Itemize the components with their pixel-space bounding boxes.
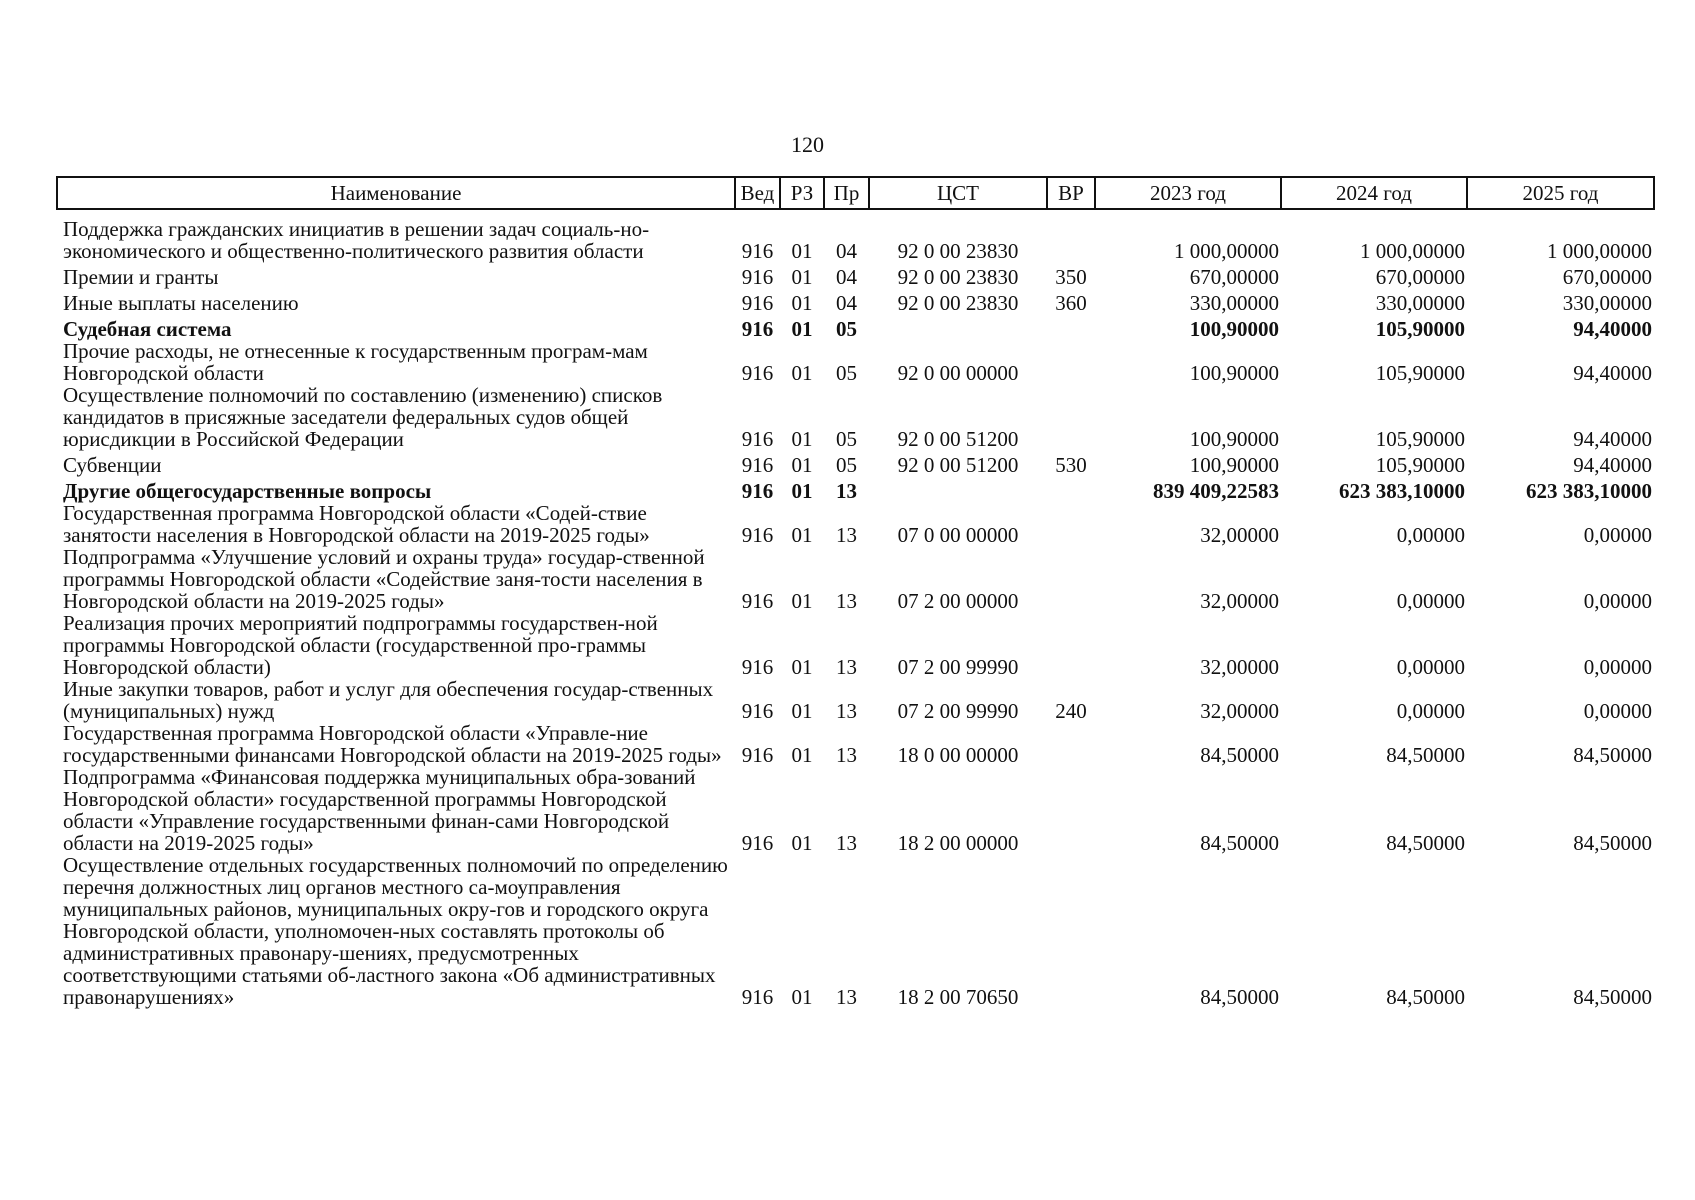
row-value-2024: 0,00000 <box>1396 589 1465 613</box>
header-pr: Пр <box>824 177 869 209</box>
row-ved: 916 <box>741 453 774 477</box>
row-rz: 01 <box>791 479 813 503</box>
row-value-2025: 1 000,00000 <box>1547 239 1652 263</box>
row-value-2023: 32,00000 <box>1200 655 1279 679</box>
table-row <box>57 450 1654 476</box>
row-value-2023: 100,90000 <box>1189 317 1279 341</box>
row-value-2024: 105,90000 <box>1375 361 1465 385</box>
table-row <box>57 854 1654 1008</box>
row-value-2025: 623 383,10000 <box>1526 479 1652 503</box>
row-cst: 92 0 00 00000 <box>897 361 1019 385</box>
table-row <box>57 766 1654 854</box>
row-value-2024: 623 383,10000 <box>1339 479 1465 503</box>
row-ved: 916 <box>741 743 774 767</box>
row-value-2025: 94,40000 <box>1573 317 1652 341</box>
row-cst <box>869 314 1047 340</box>
row-vr: 360 <box>1055 291 1087 315</box>
row-ved: 916 <box>741 239 774 263</box>
table-row <box>57 502 1654 546</box>
table-row <box>57 678 1654 722</box>
row-vr <box>1047 546 1095 612</box>
row-value-2024: 84,50000 <box>1386 743 1465 767</box>
row-value-2024: 330,00000 <box>1375 291 1465 315</box>
row-value-2023: 100,90000 <box>1189 361 1279 385</box>
row-pr: 13 <box>836 589 857 613</box>
row-ved: 916 <box>741 589 774 613</box>
row-value-2023: 100,90000 <box>1189 427 1279 451</box>
row-ved: 916 <box>741 361 774 385</box>
row-value-2024: 670,00000 <box>1375 265 1465 289</box>
header-2025: 2025 год <box>1467 177 1654 209</box>
row-cst: 92 0 00 23830 <box>897 239 1019 263</box>
row-vr <box>1047 340 1095 384</box>
row-name: Государственная программа Новгородской области «Управле-ние государственными финансами Новгородской области на 2019-2025 годы» <box>63 721 722 767</box>
header-vr: ВР <box>1047 177 1095 209</box>
row-ved: 916 <box>741 317 774 341</box>
row-rz: 01 <box>791 743 813 767</box>
table-row <box>57 546 1654 612</box>
row-vr: 530 <box>1055 453 1087 477</box>
row-value-2023: 32,00000 <box>1200 699 1279 723</box>
row-vr <box>1047 502 1095 546</box>
row-vr <box>1047 854 1095 1008</box>
row-cst: 92 0 00 23830 <box>897 291 1019 315</box>
row-name: Реализация прочих мероприятий подпрограммы государствен-ной программы Новгородской области (государственной про-граммы Новгородской области) <box>63 611 658 679</box>
row-value-2023: 330,00000 <box>1189 291 1279 315</box>
row-ved: 916 <box>741 985 774 1009</box>
table-row <box>57 314 1654 340</box>
row-value-2025: 94,40000 <box>1573 453 1652 477</box>
row-pr: 05 <box>836 317 857 341</box>
row-ved: 916 <box>741 831 774 855</box>
row-value-2025: 670,00000 <box>1562 265 1652 289</box>
row-pr: 13 <box>836 523 857 547</box>
row-rz: 01 <box>791 523 813 547</box>
budget-table <box>56 176 1655 1008</box>
row-pr: 13 <box>836 743 857 767</box>
table-row <box>57 262 1654 288</box>
row-value-2025: 94,40000 <box>1573 427 1652 451</box>
row-value-2023: 670,00000 <box>1189 265 1279 289</box>
row-name: Прочие расходы, не отнесенные к государственным програм-мам Новгородской области <box>63 339 648 385</box>
header-ved: Вед <box>735 177 780 209</box>
row-pr: 04 <box>836 291 857 315</box>
row-pr: 13 <box>836 985 857 1009</box>
table-row <box>57 612 1654 678</box>
row-ved: 916 <box>741 655 774 679</box>
row-vr <box>1047 314 1095 340</box>
row-ved: 916 <box>741 699 774 723</box>
header-2023: 2023 год <box>1095 177 1281 209</box>
row-cst: 07 2 00 99990 <box>897 699 1019 723</box>
row-vr: 240 <box>1055 699 1087 723</box>
row-ved: 916 <box>741 479 774 503</box>
row-pr: 05 <box>836 361 857 385</box>
row-name: Субвенции <box>63 453 162 477</box>
row-rz: 01 <box>791 453 813 477</box>
row-value-2023: 100,90000 <box>1189 453 1279 477</box>
row-value-2025: 84,50000 <box>1573 985 1652 1009</box>
row-name: Подпрограмма «Улучшение условий и охраны труда» государ-ственной программы Новгородской области «Содействие заня-тости населения в Новгородской области на 2019-2025 годы» <box>63 545 705 613</box>
table-row <box>57 384 1654 450</box>
row-ved: 916 <box>741 427 774 451</box>
row-name: Судебная система <box>63 317 232 341</box>
row-rz: 01 <box>791 291 813 315</box>
row-pr: 13 <box>836 831 857 855</box>
row-cst: 92 0 00 51200 <box>897 453 1019 477</box>
row-value-2024: 0,00000 <box>1396 655 1465 679</box>
row-value-2024: 0,00000 <box>1396 699 1465 723</box>
row-cst: 07 2 00 99990 <box>897 655 1019 679</box>
row-rz: 01 <box>791 589 813 613</box>
row-pr: 04 <box>836 265 857 289</box>
header-rz: РЗ <box>780 177 824 209</box>
row-cst: 92 0 00 51200 <box>897 427 1019 451</box>
row-vr: 350 <box>1055 265 1087 289</box>
row-rz: 01 <box>791 265 813 289</box>
row-cst: 92 0 00 23830 <box>897 265 1019 289</box>
row-value-2025: 84,50000 <box>1573 831 1652 855</box>
row-value-2023: 32,00000 <box>1200 589 1279 613</box>
row-pr: 13 <box>836 655 857 679</box>
row-cst: 18 2 00 00000 <box>897 831 1019 855</box>
row-value-2024: 105,90000 <box>1375 317 1465 341</box>
row-rz: 01 <box>791 985 813 1009</box>
row-value-2023: 1 000,00000 <box>1174 239 1279 263</box>
row-vr <box>1047 384 1095 450</box>
row-rz: 01 <box>791 427 813 451</box>
row-pr: 13 <box>836 699 857 723</box>
table-row <box>57 340 1654 384</box>
header-2024: 2024 год <box>1281 177 1467 209</box>
row-value-2024: 84,50000 <box>1386 831 1465 855</box>
row-value-2025: 0,00000 <box>1583 523 1652 547</box>
row-cst: 07 0 00 00000 <box>897 523 1019 547</box>
row-name: Иные закупки товаров, работ и услуг для обеспечения государ-ственных (муниципальных) нужд <box>63 677 714 723</box>
row-value-2024: 105,90000 <box>1375 427 1465 451</box>
row-name: Государственная программа Новгородской области «Содей-ствие занятости населения в Новгородской области на 2019-2025 годы» <box>63 501 650 547</box>
row-vr <box>1047 209 1095 262</box>
row-vr <box>1047 766 1095 854</box>
table-header-row <box>57 177 1654 209</box>
row-rz: 01 <box>791 317 813 341</box>
row-value-2025: 0,00000 <box>1583 589 1652 613</box>
row-vr <box>1047 612 1095 678</box>
table-row <box>57 476 1654 502</box>
row-value-2023: 84,50000 <box>1200 831 1279 855</box>
row-rz: 01 <box>791 239 813 263</box>
row-name: Иные выплаты населению <box>63 291 299 315</box>
row-pr: 13 <box>836 479 857 503</box>
row-pr: 04 <box>836 239 857 263</box>
row-value-2023: 84,50000 <box>1200 743 1279 767</box>
table-row <box>57 209 1654 262</box>
table-body <box>57 209 1654 1008</box>
row-pr: 05 <box>836 453 857 477</box>
row-vr <box>1047 722 1095 766</box>
row-value-2025: 330,00000 <box>1562 291 1652 315</box>
row-value-2024: 84,50000 <box>1386 985 1465 1009</box>
header-cst: ЦСТ <box>869 177 1047 209</box>
row-vr <box>1047 476 1095 502</box>
row-value-2024: 105,90000 <box>1375 453 1465 477</box>
row-value-2025: 94,40000 <box>1573 361 1652 385</box>
row-value-2024: 0,00000 <box>1396 523 1465 547</box>
page-number: 120 <box>791 132 824 157</box>
table-row <box>57 288 1654 314</box>
row-name: Премии и гранты <box>63 265 219 289</box>
row-cst <box>869 476 1047 502</box>
row-name: Поддержка гражданских инициатив в решении задач социаль-но-экономического и общественно-политического развития области <box>63 217 650 263</box>
row-pr: 05 <box>836 427 857 451</box>
row-cst: 18 0 00 00000 <box>897 743 1019 767</box>
row-rz: 01 <box>791 361 813 385</box>
row-value-2023: 839 409,22583 <box>1153 479 1279 503</box>
row-value-2025: 84,50000 <box>1573 743 1652 767</box>
row-name: Осуществление отдельных государственных полномочий по определению перечня должностных лиц органов местного са-моуправления муниципальных районов, муниципальных окру-гов и городского округа Новгородской области, уполномочен-ных составлять протоколы об административных правонару-шениях, предусмотренных соответствующими статьями об-ластного закона «Об административных правонарушениях» <box>63 853 728 1009</box>
row-value-2023: 84,50000 <box>1200 985 1279 1009</box>
row-cst: 07 2 00 00000 <box>897 589 1019 613</box>
row-rz: 01 <box>791 655 813 679</box>
row-name: Другие общегосударственные вопросы <box>63 479 432 503</box>
row-cst: 18 2 00 70650 <box>897 985 1019 1009</box>
row-value-2024: 1 000,00000 <box>1360 239 1465 263</box>
row-ved: 916 <box>741 265 774 289</box>
row-ved: 916 <box>741 291 774 315</box>
row-value-2023: 32,00000 <box>1200 523 1279 547</box>
row-name: Подпрограмма «Финансовая поддержка муниципальных обра-зований Новгородской области» государственной программы Новгородской области «Управление государственными финан-сами Новгородской области на 2019-2025 годы» <box>63 765 696 855</box>
row-rz: 01 <box>791 831 813 855</box>
row-ved: 916 <box>741 523 774 547</box>
row-value-2025: 0,00000 <box>1583 699 1652 723</box>
row-rz: 01 <box>791 699 813 723</box>
header-name: Наименование <box>57 177 735 209</box>
row-value-2025: 0,00000 <box>1583 655 1652 679</box>
row-name: Осуществление полномочий по составлению (изменению) списков кандидатов в присяжные заседатели федеральных судов общей юрисдикции в Российской Федерации <box>63 383 663 451</box>
table-row <box>57 722 1654 766</box>
